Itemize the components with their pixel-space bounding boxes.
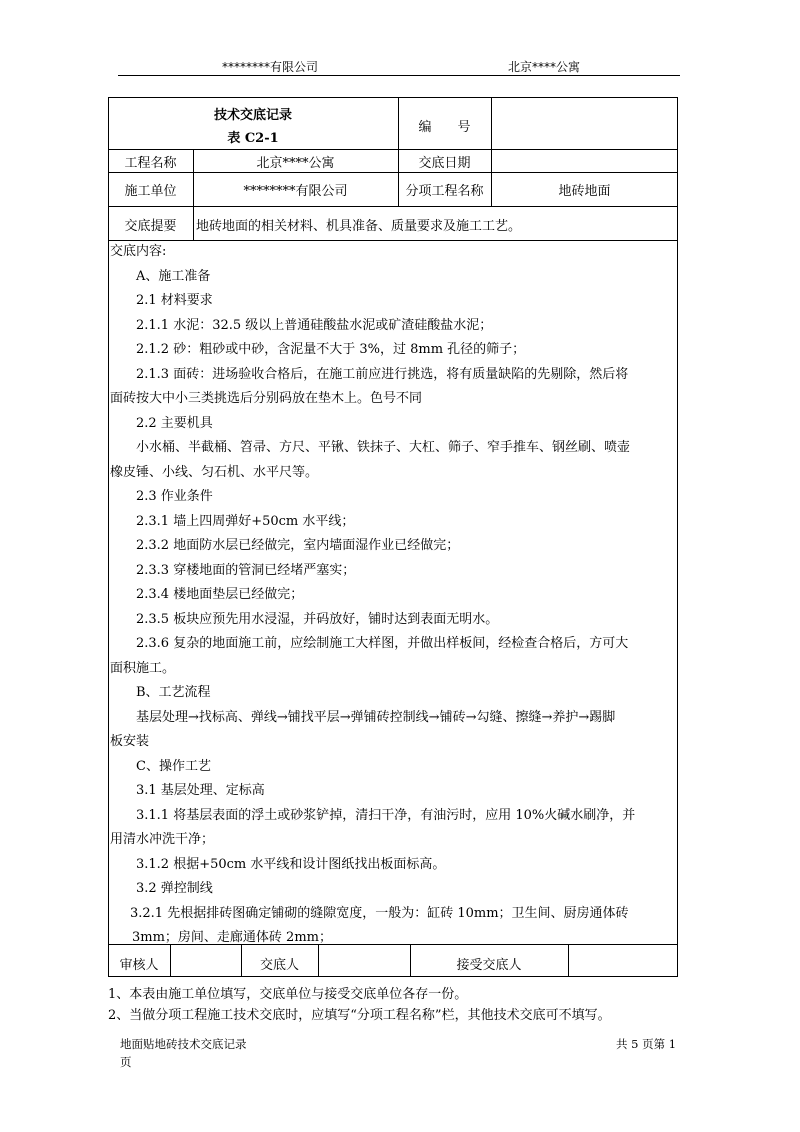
content-line: 面砖按大中小三类挑选后分别码放在垫木上。色号不同 [110, 391, 423, 406]
note-2: 2、当做分项工程施工技术交底时，应填写“分项工程名称”栏，其他技术交底可不填写。 [108, 1008, 611, 1023]
form-table-no: 表 C2-1 [227, 131, 279, 146]
content-line: 2.3.3 穿楼地面的管洞已经堵严塞实； [136, 562, 356, 578]
content-line: 2.1.1 水泥：32.5 级以上普通硅酸盐水泥或矿渣硅酸盐水泥； [136, 317, 493, 333]
content-line: 2.1.3 面砖：进场验收合格后，在施工前应进行挑选，将有质量缺陷的先剔除，然后将 [136, 366, 629, 382]
content-line: 面积施工。 [110, 660, 176, 676]
content-line: 3.2 弹控制线 [136, 881, 213, 896]
footer-page-number: 共 5 页第 1 [616, 1037, 677, 1051]
content-line: 2.1.2 砂：粗砂或中砂，含泥量不大于 3%，过 8mm 孔径的筛子； [136, 342, 526, 357]
content-line: 2.3.6 复杂的地面施工前，应绘制施工大样图，并做出样板间，经检查合格后，方可大 [136, 636, 629, 651]
content-line: 3.2.1 先根据排砖图确定铺砌的缝隙宽度，一般为：缸砖 10mm；卫生间、厨房通体砖 [130, 905, 629, 921]
project-name-label: 工程名称 [124, 156, 177, 171]
content-line: 2.3 作业条件 [136, 489, 213, 504]
header-rule [118, 75, 680, 76]
content-line: C、操作工艺 [136, 758, 211, 774]
form-title: 技术交底记录 [213, 108, 292, 123]
receiver-label: 接受交底人 [456, 958, 522, 973]
content-label: 交底内容: [110, 244, 167, 259]
sub-project-label: 分项工程名称 [405, 184, 484, 199]
content-line: 2.3.1 墙上四周弹好+50cm 水平线； [136, 513, 355, 529]
number-label: 编 号 [418, 120, 471, 135]
footer-doc-title-cont: 页 [120, 1055, 132, 1069]
sub-project-value[interactable]: 地砖地面 [558, 184, 611, 199]
content-line: 小水桶、半截桶、笤帚、方尺、平锹、铁抹子、大杠、筛子、窄手推车、钢丝刷、喷壶 [136, 440, 631, 455]
project-name-value[interactable]: 北京****公寓 [256, 156, 335, 171]
summary-label: 交底提要 [124, 219, 177, 234]
header-company: ********有限公司 [222, 60, 319, 74]
content-line: 3mm；房间、走廊通体砖 2mm； [132, 930, 332, 945]
header-project: 北京****公寓 [508, 60, 581, 74]
summary-value[interactable]: 地砖地面的相关材料、机具准备、质量要求及施工工艺。 [196, 219, 522, 234]
content-line: 3.1 基层处理、定标高 [136, 783, 265, 798]
contractor-value[interactable]: ********有限公司 [243, 184, 348, 199]
content-line: 2.2 主要机具 [136, 415, 213, 431]
content-line: A、施工准备 [136, 268, 211, 284]
content-line: 2.3.4 楼地面垫层已经做完； [136, 587, 304, 602]
content-line: 基层处理→找标高、弹线→铺找平层→弹铺砖控制线→铺砖→勾缝、擦缝→养护→踢脚 [136, 709, 616, 725]
content-line: 用清水冲洗干净； [110, 832, 215, 847]
content-line: 2.1 材料要求 [136, 293, 213, 308]
content-line: 橡皮锤、小线、匀石机、水平尺等。 [110, 464, 319, 480]
content-line: B、工艺流程 [136, 685, 211, 700]
presenter-label: 交底人 [259, 958, 299, 973]
content-body [110, 240, 676, 951]
content-line: 2.3.2 地面防水层已经做完，室内墙面湿作业已经做完； [136, 538, 460, 553]
reviewer-label: 审核人 [119, 958, 159, 973]
note-1: 1、本表由施工单位填写，交底单位与接受交底单位各存一份。 [108, 987, 468, 1002]
content-line: 板安装 [110, 734, 150, 749]
date-label: 交底日期 [418, 156, 471, 171]
footer-doc-title: 地面贴地砖技术交底记录 [120, 1037, 247, 1051]
contractor-label: 施工单位 [124, 184, 177, 199]
content-line: 2.3.5 板块应预先用水浸湿，并码放好，铺时达到表面无明水。 [136, 611, 499, 627]
content-line: 3.1.1 将基层表面的浮土或砂浆铲掉，清扫干净，有油污时，应用 10%火碱水刷净，并 [136, 807, 636, 823]
content-line: 3.1.2 根据+50cm 水平线和设计图纸找出板面标高。 [136, 856, 446, 872]
